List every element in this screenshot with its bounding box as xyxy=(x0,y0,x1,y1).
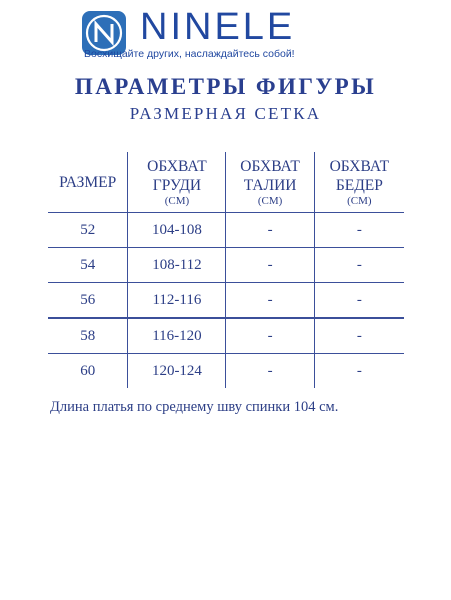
header-size-label: РАЗМЕР xyxy=(59,173,117,191)
header-chest-line1: ОБХВАТ xyxy=(147,157,207,175)
page-subtitle: РАЗМЕРНАЯ СЕТКА xyxy=(129,104,322,123)
header-chest-line2: ГРУДИ xyxy=(152,176,202,194)
table-row xyxy=(48,283,404,319)
header-waist-line2: ТАЛИИ xyxy=(243,176,297,194)
cell-size: 56 xyxy=(48,283,128,319)
header-hips-unit: (СМ) xyxy=(347,194,372,207)
header-hips-line2: БЕДЕР xyxy=(335,176,383,194)
header-waist-unit: (СМ) xyxy=(257,194,283,207)
table-header-row xyxy=(48,152,404,213)
cell-size: 52 xyxy=(48,213,128,248)
table-row xyxy=(48,318,404,354)
cell-waist: - xyxy=(226,283,314,319)
table-row xyxy=(48,213,404,248)
header-hips xyxy=(314,152,404,213)
cell-size: 58 xyxy=(48,318,128,354)
page-title: ПАРАМЕТРЫ ФИГУРЫ xyxy=(74,74,377,99)
cell-hips: - xyxy=(314,354,404,389)
header-waist xyxy=(226,152,314,213)
cell-chest: 112-116 xyxy=(128,283,226,319)
table-row xyxy=(48,248,404,283)
cell-chest: 116-120 xyxy=(128,318,226,354)
header-chest xyxy=(128,152,226,213)
cell-size: 54 xyxy=(48,248,128,283)
cell-hips: - xyxy=(314,283,404,319)
cell-hips: - xyxy=(314,248,404,283)
table-row xyxy=(48,354,404,389)
cell-hips: - xyxy=(314,213,404,248)
cell-hips: - xyxy=(314,318,404,354)
cell-waist: - xyxy=(226,318,314,354)
header-size xyxy=(48,152,128,213)
cell-chest: 104-108 xyxy=(128,213,226,248)
header-waist-line1: ОБХВАТ xyxy=(240,157,300,175)
dress-length-note: Длина платья по среднему шву спинки 104 см. xyxy=(50,399,339,415)
brand-tagline: Восхищайте других, наслаждайтесь собой! xyxy=(84,48,295,60)
brand-header xyxy=(82,8,382,58)
header-chest-unit: (СМ) xyxy=(164,194,190,207)
cell-size: 60 xyxy=(48,354,128,389)
header-hips-line1: ОБХВАТ xyxy=(329,157,390,175)
cell-waist: - xyxy=(226,248,314,283)
size-chart-table xyxy=(48,152,404,388)
cell-chest: 120-124 xyxy=(128,354,226,389)
cell-waist: - xyxy=(226,354,314,389)
cell-waist: - xyxy=(226,213,314,248)
cell-chest: 108-112 xyxy=(128,248,226,283)
brand-name: NINELE xyxy=(140,6,296,48)
